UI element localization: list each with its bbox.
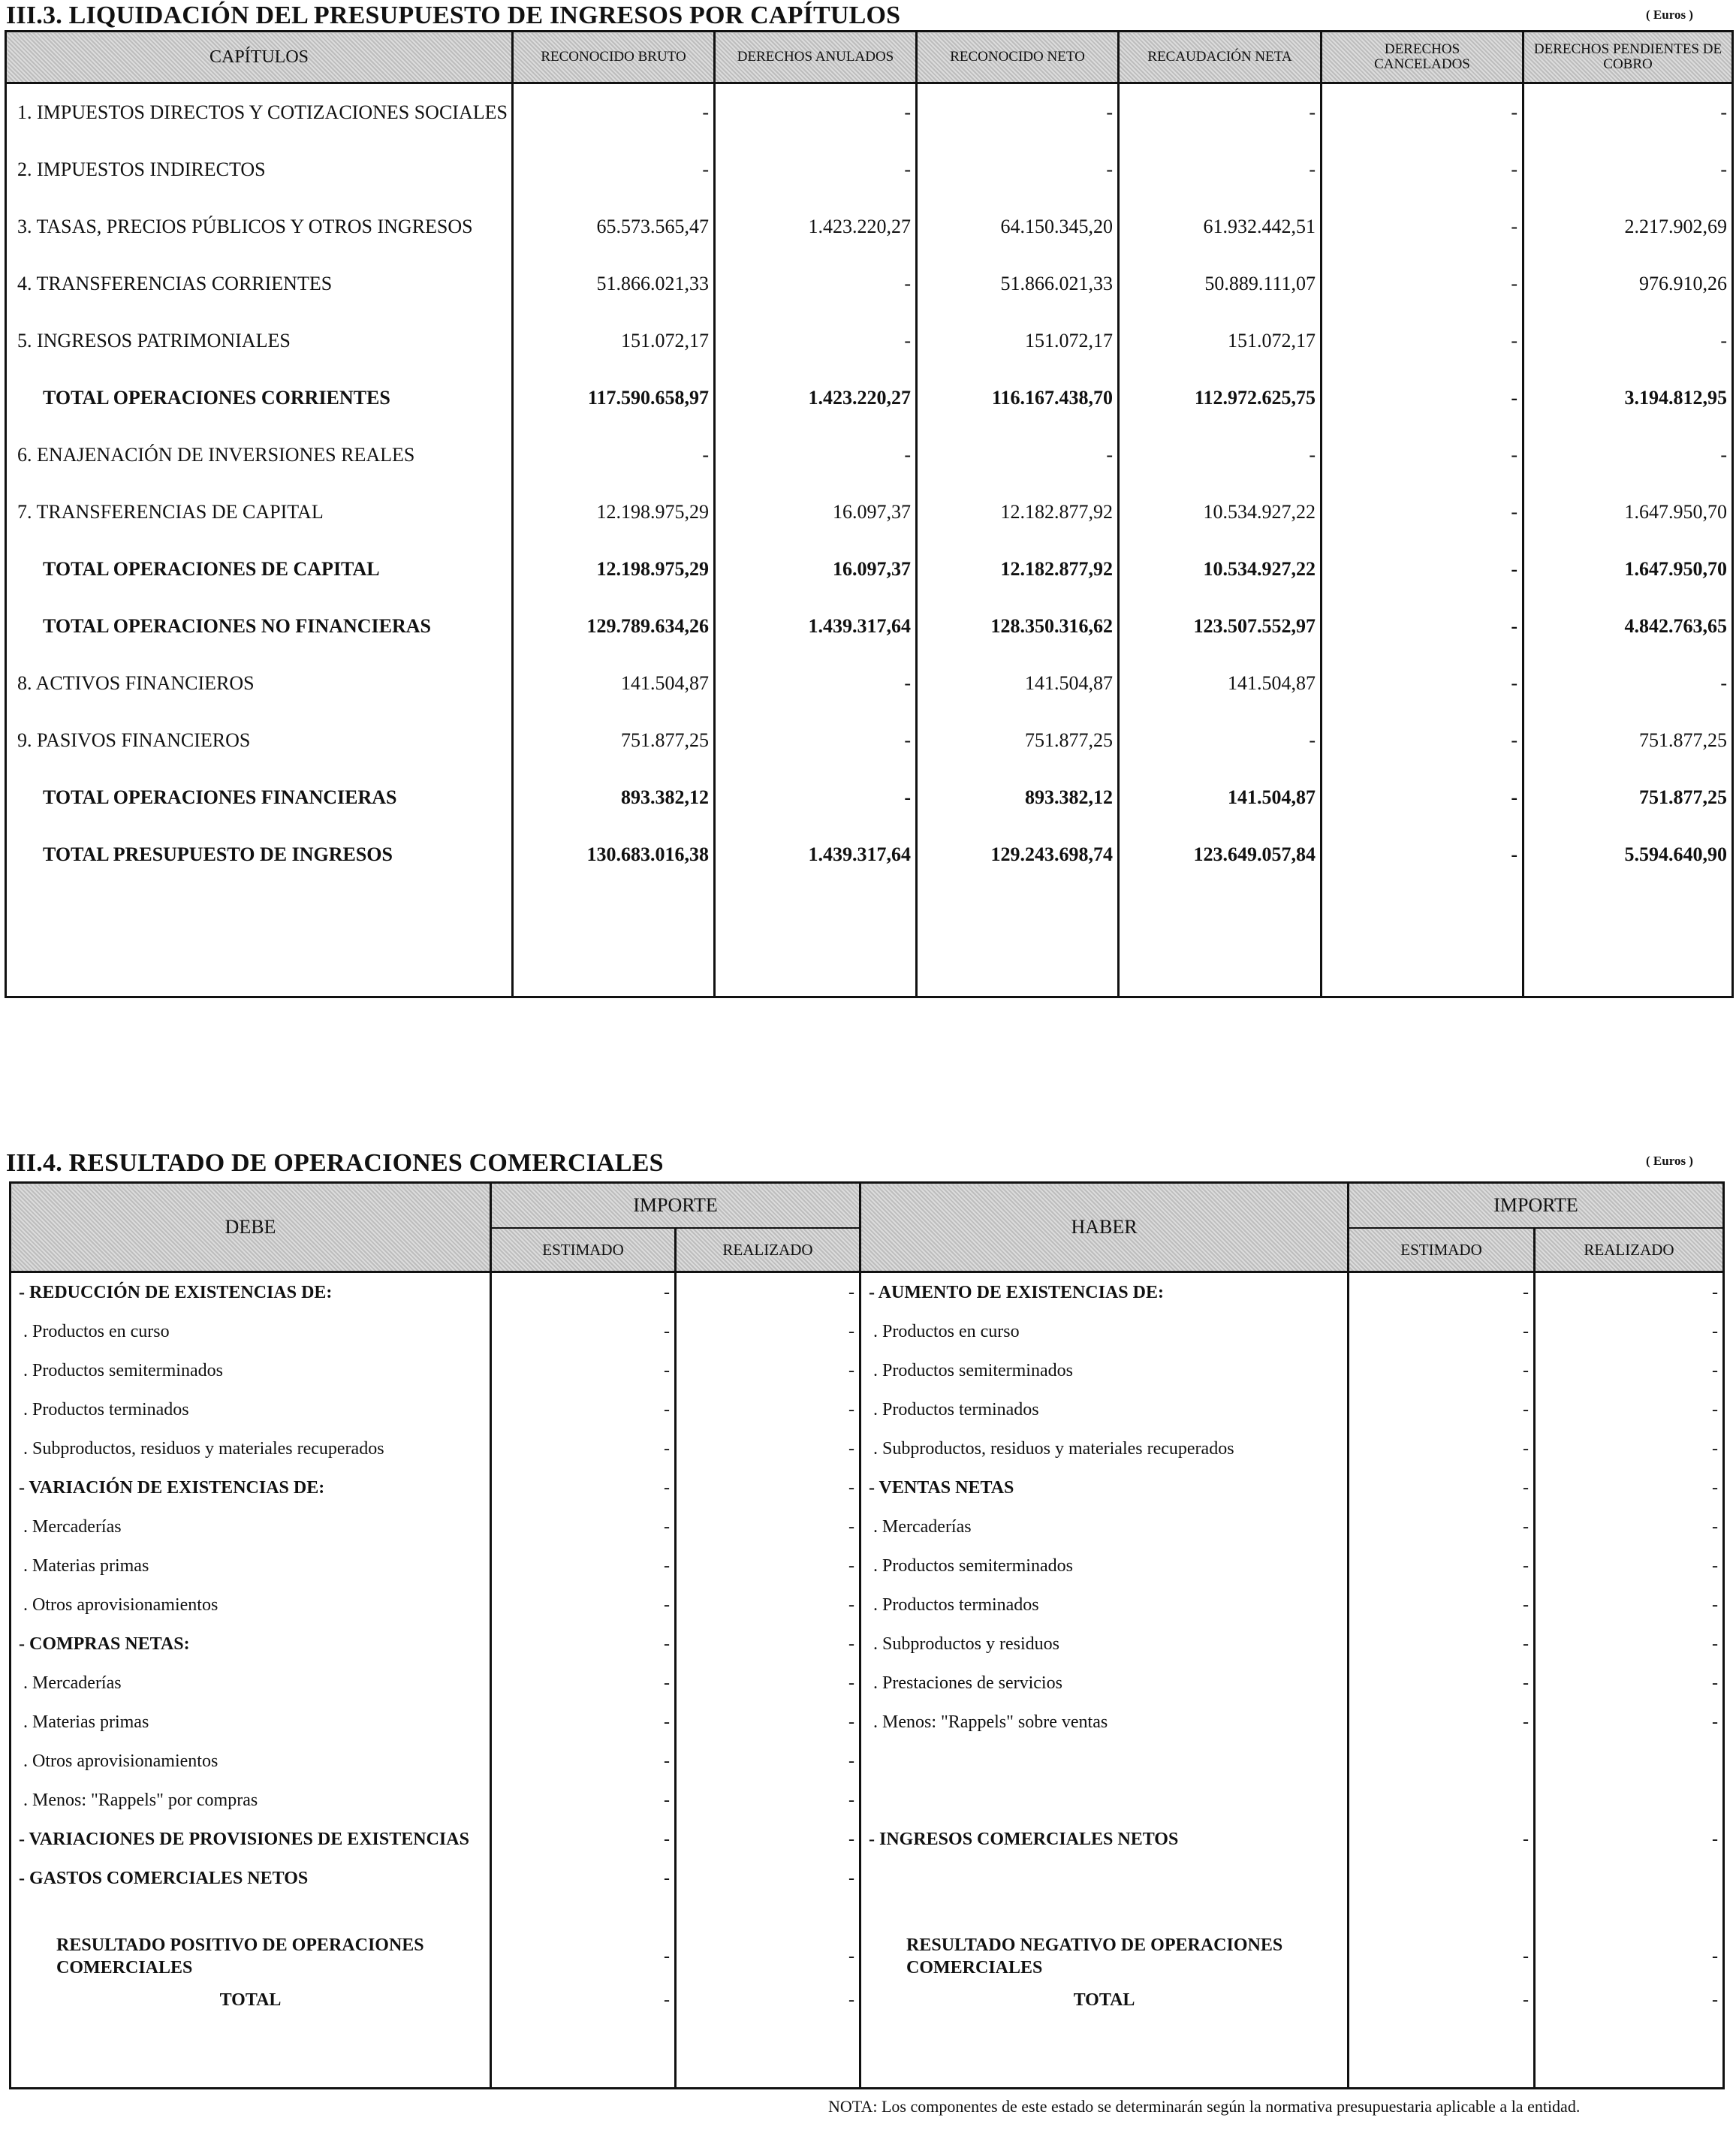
commercial-row	[11, 1351, 1724, 1390]
row-value: 16.097,37	[715, 484, 917, 541]
debe-realizado: -	[676, 1981, 860, 2020]
debe-label: . Productos terminados	[11, 1390, 491, 1429]
haber-realizado: -	[1535, 1981, 1724, 2020]
row-label: 2. IMPUESTOS INDIRECTOS	[6, 141, 513, 198]
row-label: 4. TRANSFERENCIAS CORRIENTES	[6, 255, 513, 312]
commercial-total-row	[11, 1981, 1724, 2020]
row-value: 1.647.950,70	[1524, 541, 1733, 598]
commercial-end-row	[11, 2020, 1724, 2089]
row-value: -	[1524, 83, 1733, 142]
haber-realizado: -	[1535, 1507, 1724, 1546]
header-reconocido-neto: RECONOCIDO NETO	[917, 32, 1119, 83]
row-value: 1.423.220,27	[715, 370, 917, 427]
debe-estimado: -	[491, 1820, 676, 1859]
row-value: -	[1119, 427, 1322, 484]
debe-realizado: -	[676, 1585, 860, 1625]
row-value: 893.382,12	[513, 769, 715, 826]
row-value: -	[715, 712, 917, 769]
row-label: TOTAL OPERACIONES DE CAPITAL	[6, 541, 513, 598]
debe-estimado: -	[491, 1312, 676, 1351]
debe-label: . Mercaderías	[11, 1507, 491, 1546]
commercial-row	[11, 1429, 1724, 1468]
haber-estimado	[1349, 1781, 1535, 1820]
row-label: 7. TRANSFERENCIAS DE CAPITAL	[6, 484, 513, 541]
blank-cell	[1535, 1898, 1724, 1932]
row-value: 128.350.316,62	[917, 598, 1119, 655]
row-value: 5.594.640,90	[1524, 826, 1733, 883]
row-value: -	[513, 427, 715, 484]
income-budget-row	[6, 83, 1733, 142]
debe-estimado: -	[491, 1507, 676, 1546]
haber-label: . Productos en curso	[860, 1312, 1349, 1351]
header-haber: HABER	[860, 1183, 1349, 1272]
row-value: -	[1524, 427, 1733, 484]
row-value: -	[1322, 141, 1524, 198]
commercial-row	[11, 1664, 1724, 1703]
row-value: -	[1322, 83, 1524, 142]
blank-cell	[1119, 883, 1322, 997]
debe-label: . Productos en curso	[11, 1312, 491, 1351]
income-budget-row	[6, 255, 1733, 312]
debe-label: . Subproductos, residuos y materiales recuperados	[11, 1429, 491, 1468]
row-value: 12.182.877,92	[917, 541, 1119, 598]
header-estimado-debe: ESTIMADO	[491, 1228, 676, 1272]
debe-estimado: -	[491, 1703, 676, 1742]
haber-realizado: -	[1535, 1703, 1724, 1742]
header-realizado-haber: REALIZADO	[1535, 1228, 1724, 1272]
debe-estimado: -	[491, 1272, 676, 1313]
header-realizado-debe: REALIZADO	[676, 1228, 860, 1272]
blank-cell	[513, 883, 715, 997]
debe-estimado: -	[491, 1932, 676, 1981]
haber-label: - VENTAS NETAS	[860, 1468, 1349, 1507]
income-budget-row	[6, 712, 1733, 769]
debe-label: . Otros aprovisionamientos	[11, 1585, 491, 1625]
blank-cell	[1349, 2020, 1535, 2089]
debe-realizado: -	[676, 1820, 860, 1859]
haber-label	[860, 1859, 1349, 1898]
income-budget-row	[6, 198, 1733, 255]
row-label: 6. ENAJENACIÓN DE INVERSIONES REALES	[6, 427, 513, 484]
row-value: -	[1322, 312, 1524, 370]
debe-estimado: -	[491, 1859, 676, 1898]
row-value: 141.504,87	[1119, 655, 1322, 712]
haber-realizado: -	[1535, 1585, 1724, 1625]
haber-estimado: -	[1349, 1468, 1535, 1507]
haber-estimado: -	[1349, 1932, 1535, 1981]
haber-realizado	[1535, 1742, 1724, 1781]
haber-estimado	[1349, 1742, 1535, 1781]
debe-label: . Mercaderías	[11, 1664, 491, 1703]
haber-estimado: -	[1349, 1272, 1535, 1313]
haber-realizado: -	[1535, 1932, 1724, 1981]
income-budget-row	[6, 655, 1733, 712]
row-value: -	[1322, 255, 1524, 312]
debe-realizado: -	[676, 1625, 860, 1664]
debe-label: - COMPRAS NETAS:	[11, 1625, 491, 1664]
row-value: 151.072,17	[1119, 312, 1322, 370]
debe-label: - VARIACIONES DE PROVISIONES DE EXISTENCIAS	[11, 1820, 491, 1859]
header-capitulos: CAPÍTULOS	[6, 32, 513, 83]
haber-label: . Productos terminados	[860, 1390, 1349, 1429]
header-importe-haber: IMPORTE	[1349, 1183, 1724, 1229]
blank-cell	[1524, 883, 1733, 997]
blank-cell	[917, 883, 1119, 997]
row-value: 751.877,25	[1524, 769, 1733, 826]
row-value: 116.167.438,70	[917, 370, 1119, 427]
haber-realizado: -	[1535, 1625, 1724, 1664]
debe-estimado: -	[491, 1742, 676, 1781]
row-value: 51.866.021,33	[513, 255, 715, 312]
row-value: 117.590.658,97	[513, 370, 715, 427]
haber-realizado	[1535, 1859, 1724, 1898]
haber-estimado: -	[1349, 1664, 1535, 1703]
row-value: 4.842.763,65	[1524, 598, 1733, 655]
haber-label: . Productos semiterminados	[860, 1351, 1349, 1390]
debe-realizado: -	[676, 1312, 860, 1351]
row-value: -	[1322, 370, 1524, 427]
debe-realizado: -	[676, 1703, 860, 1742]
row-value: 61.932.442,51	[1119, 198, 1322, 255]
debe-realizado: -	[676, 1664, 860, 1703]
row-value: -	[1322, 427, 1524, 484]
haber-label: . Subproductos y residuos	[860, 1625, 1349, 1664]
row-value: 16.097,37	[715, 541, 917, 598]
row-value: -	[1119, 141, 1322, 198]
income-budget-row	[6, 541, 1733, 598]
debe-realizado: -	[676, 1468, 860, 1507]
commercial-row	[11, 1820, 1724, 1859]
row-value: 130.683.016,38	[513, 826, 715, 883]
row-value: -	[513, 83, 715, 142]
haber-estimado: -	[1349, 1390, 1535, 1429]
row-value: -	[1322, 826, 1524, 883]
row-label: TOTAL OPERACIONES FINANCIERAS	[6, 769, 513, 826]
row-value: 123.649.057,84	[1119, 826, 1322, 883]
header-derechos-cancelados: DERECHOS CANCELADOS	[1322, 32, 1524, 83]
row-value: -	[1524, 655, 1733, 712]
debe-realizado: -	[676, 1932, 860, 1981]
row-value: 751.877,25	[917, 712, 1119, 769]
commercial-header-row-1	[11, 1183, 1724, 1229]
haber-realizado	[1535, 1781, 1724, 1820]
debe-label: . Otros aprovisionamientos	[11, 1742, 491, 1781]
row-value: -	[1322, 598, 1524, 655]
haber-estimado: -	[1349, 1625, 1535, 1664]
debe-estimado: -	[491, 1625, 676, 1664]
blank-cell	[715, 883, 917, 997]
row-value: 1.647.950,70	[1524, 484, 1733, 541]
row-value: -	[1322, 541, 1524, 598]
haber-label: - INGRESOS COMERCIALES NETOS	[860, 1820, 1349, 1859]
debe-estimado: -	[491, 1546, 676, 1585]
blank-cell	[11, 2020, 491, 2089]
debe-label: - REDUCCIÓN DE EXISTENCIAS DE:	[11, 1272, 491, 1313]
haber-realizado: -	[1535, 1390, 1724, 1429]
section3-title: III.3. LIQUIDACIÓN DEL PRESUPUESTO DE INGRESOS POR CAPÍTULOS	[6, 2, 901, 29]
debe-realizado: -	[676, 1351, 860, 1390]
row-value: 112.972.625,75	[1119, 370, 1322, 427]
row-value: -	[1322, 769, 1524, 826]
haber-label: - AUMENTO DE EXISTENCIAS DE:	[860, 1272, 1349, 1313]
row-value: 2.217.902,69	[1524, 198, 1733, 255]
row-label: TOTAL PRESUPUESTO DE INGRESOS	[6, 826, 513, 883]
debe-estimado: -	[491, 1981, 676, 2020]
row-value: -	[715, 141, 917, 198]
row-value: -	[1322, 198, 1524, 255]
debe-label: . Materias primas	[11, 1703, 491, 1742]
income-budget-row	[6, 312, 1733, 370]
haber-realizado: -	[1535, 1546, 1724, 1585]
haber-estimado: -	[1349, 1703, 1535, 1742]
haber-estimado: -	[1349, 1351, 1535, 1390]
commercial-row	[11, 1781, 1724, 1820]
haber-label	[860, 1781, 1349, 1820]
row-value: 10.534.927,22	[1119, 484, 1322, 541]
row-value: 64.150.345,20	[917, 198, 1119, 255]
commercial-row	[11, 1507, 1724, 1546]
income-budget-row	[6, 598, 1733, 655]
commercial-spacer-row	[11, 1898, 1724, 1932]
row-value: -	[1322, 655, 1524, 712]
debe-estimado: -	[491, 1468, 676, 1507]
row-value: 141.504,87	[513, 655, 715, 712]
debe-label: . Productos semiterminados	[11, 1351, 491, 1390]
row-value: -	[1524, 141, 1733, 198]
debe-estimado: -	[491, 1781, 676, 1820]
debe-realizado: -	[676, 1272, 860, 1313]
blank-cell	[6, 883, 513, 997]
blank-cell	[1349, 1898, 1535, 1932]
row-value: 1.439.317,64	[715, 826, 917, 883]
haber-estimado: -	[1349, 1429, 1535, 1468]
haber-estimado: -	[1349, 1507, 1535, 1546]
row-label: TOTAL OPERACIONES NO FINANCIERAS	[6, 598, 513, 655]
header-debe: DEBE	[11, 1183, 491, 1272]
commercial-row	[11, 1585, 1724, 1625]
footnote: NOTA: Los componentes de este estado se determinarán según la normativa presupuestaria aplicable a la entidad.	[828, 2097, 1581, 2116]
row-value: 129.789.634,26	[513, 598, 715, 655]
haber-label: . Menos: "Rappels" sobre ventas	[860, 1703, 1349, 1742]
row-value: -	[513, 141, 715, 198]
income-budget-row	[6, 769, 1733, 826]
haber-result-label: TOTAL	[860, 1981, 1349, 2020]
haber-label: . Productos terminados	[860, 1585, 1349, 1625]
row-value: -	[1119, 83, 1322, 142]
blank-cell	[1535, 2020, 1724, 2089]
debe-estimado: -	[491, 1390, 676, 1429]
income-budget-table	[5, 30, 1734, 998]
haber-result-label: RESULTADO NEGATIVO DE OPERACIONES COMERCIALES	[860, 1932, 1349, 1981]
debe-label: - GASTOS COMERCIALES NETOS	[11, 1859, 491, 1898]
row-value: 151.072,17	[917, 312, 1119, 370]
commercial-row	[11, 1390, 1724, 1429]
row-value: 151.072,17	[513, 312, 715, 370]
commercial-row	[11, 1859, 1724, 1898]
haber-label	[860, 1742, 1349, 1781]
income-budget-row	[6, 484, 1733, 541]
debe-realizado: -	[676, 1781, 860, 1820]
commercial-row	[11, 1468, 1724, 1507]
row-value: -	[1322, 712, 1524, 769]
haber-realizado: -	[1535, 1429, 1724, 1468]
debe-realizado: -	[676, 1859, 860, 1898]
haber-estimado: -	[1349, 1312, 1535, 1351]
blank-cell	[491, 1898, 676, 1932]
row-value: -	[1524, 312, 1733, 370]
haber-label: . Productos semiterminados	[860, 1546, 1349, 1585]
haber-realizado: -	[1535, 1468, 1724, 1507]
row-value: 12.182.877,92	[917, 484, 1119, 541]
haber-label: . Mercaderías	[860, 1507, 1349, 1546]
haber-realizado: -	[1535, 1312, 1724, 1351]
row-label: TOTAL OPERACIONES CORRIENTES	[6, 370, 513, 427]
row-value: -	[715, 655, 917, 712]
row-value: 1.423.220,27	[715, 198, 917, 255]
debe-estimado: -	[491, 1585, 676, 1625]
debe-realizado: -	[676, 1429, 860, 1468]
commercial-row	[11, 1546, 1724, 1585]
row-value: -	[917, 83, 1119, 142]
row-value: 10.534.927,22	[1119, 541, 1322, 598]
row-value: -	[715, 312, 917, 370]
header-recaudacion-neta: RECAUDACIÓN NETA	[1119, 32, 1322, 83]
row-value: -	[917, 141, 1119, 198]
haber-label: . Prestaciones de servicios	[860, 1664, 1349, 1703]
row-label: 3. TASAS, PRECIOS PÚBLICOS Y OTROS INGRESOS	[6, 198, 513, 255]
section4-title: III.4. RESULTADO DE OPERACIONES COMERCIALES	[6, 1149, 664, 1177]
haber-estimado: -	[1349, 1820, 1535, 1859]
income-budget-header-row	[6, 32, 1733, 83]
debe-result-label: RESULTADO POSITIVO DE OPERACIONES COMERCIALES	[11, 1932, 491, 1981]
debe-estimado: -	[491, 1664, 676, 1703]
row-label: 9. PASIVOS FINANCIEROS	[6, 712, 513, 769]
row-value: 976.910,26	[1524, 255, 1733, 312]
row-value: 50.889.111,07	[1119, 255, 1322, 312]
header-derechos-pendientes: DERECHOS PENDIENTES DE COBRO	[1524, 32, 1733, 83]
row-value: 129.243.698,74	[917, 826, 1119, 883]
header-estimado-haber: ESTIMADO	[1349, 1228, 1535, 1272]
blank-cell	[1322, 883, 1524, 997]
haber-estimado: -	[1349, 1546, 1535, 1585]
income-budget-blank-row	[6, 883, 1733, 997]
haber-realizado: -	[1535, 1820, 1724, 1859]
section4-units: ( Euros )	[1646, 1154, 1693, 1168]
income-budget-row	[6, 826, 1733, 883]
haber-estimado: -	[1349, 1585, 1535, 1625]
blank-cell	[860, 2020, 1349, 2089]
blank-cell	[860, 1898, 1349, 1932]
commercial-row	[11, 1272, 1724, 1313]
row-value: -	[715, 427, 917, 484]
debe-realizado: -	[676, 1507, 860, 1546]
commercial-row	[11, 1625, 1724, 1664]
row-value: 3.194.812,95	[1524, 370, 1733, 427]
row-value: -	[917, 427, 1119, 484]
row-value: 141.504,87	[917, 655, 1119, 712]
section3-units: ( Euros )	[1646, 8, 1693, 22]
haber-label: . Subproductos, residuos y materiales recuperados	[860, 1429, 1349, 1468]
commercial-results-table	[9, 1181, 1725, 2089]
row-value: -	[715, 83, 917, 142]
commercial-row	[11, 1312, 1724, 1351]
haber-realizado: -	[1535, 1351, 1724, 1390]
row-value: 751.877,25	[513, 712, 715, 769]
haber-estimado	[1349, 1859, 1535, 1898]
blank-cell	[676, 2020, 860, 2089]
debe-label: . Materias primas	[11, 1546, 491, 1585]
row-value: 1.439.317,64	[715, 598, 917, 655]
row-value: 65.573.565,47	[513, 198, 715, 255]
row-value: -	[1322, 484, 1524, 541]
debe-result-label: TOTAL	[11, 1981, 491, 2020]
row-value: 12.198.975,29	[513, 541, 715, 598]
header-importe-debe: IMPORTE	[491, 1183, 860, 1229]
income-budget-row	[6, 141, 1733, 198]
row-label: 1. IMPUESTOS DIRECTOS Y COTIZACIONES SOCIALES	[6, 83, 513, 142]
haber-realizado: -	[1535, 1272, 1724, 1313]
debe-label: . Menos: "Rappels" por compras	[11, 1781, 491, 1820]
row-value: 12.198.975,29	[513, 484, 715, 541]
income-budget-row	[6, 427, 1733, 484]
row-value: 51.866.021,33	[917, 255, 1119, 312]
haber-realizado: -	[1535, 1664, 1724, 1703]
blank-cell	[676, 1898, 860, 1932]
row-label: 8. ACTIVOS FINANCIEROS	[6, 655, 513, 712]
debe-estimado: -	[491, 1429, 676, 1468]
blank-cell	[11, 1898, 491, 1932]
row-value: 141.504,87	[1119, 769, 1322, 826]
row-value: -	[715, 255, 917, 312]
income-budget-row	[6, 370, 1733, 427]
header-derechos-anulados: DERECHOS ANULADOS	[715, 32, 917, 83]
row-label: 5. INGRESOS PATRIMONIALES	[6, 312, 513, 370]
row-value: 123.507.552,97	[1119, 598, 1322, 655]
debe-estimado: -	[491, 1351, 676, 1390]
commercial-row	[11, 1742, 1724, 1781]
debe-realizado: -	[676, 1742, 860, 1781]
commercial-result-row	[11, 1932, 1724, 1981]
debe-realizado: -	[676, 1546, 860, 1585]
debe-label: - VARIACIÓN DE EXISTENCIAS DE:	[11, 1468, 491, 1507]
row-value: 893.382,12	[917, 769, 1119, 826]
haber-estimado: -	[1349, 1981, 1535, 2020]
commercial-row	[11, 1703, 1724, 1742]
row-value: 751.877,25	[1524, 712, 1733, 769]
row-value: -	[715, 769, 917, 826]
debe-realizado: -	[676, 1390, 860, 1429]
blank-cell	[491, 2020, 676, 2089]
header-reconocido-bruto: RECONOCIDO BRUTO	[513, 32, 715, 83]
row-value: -	[1119, 712, 1322, 769]
